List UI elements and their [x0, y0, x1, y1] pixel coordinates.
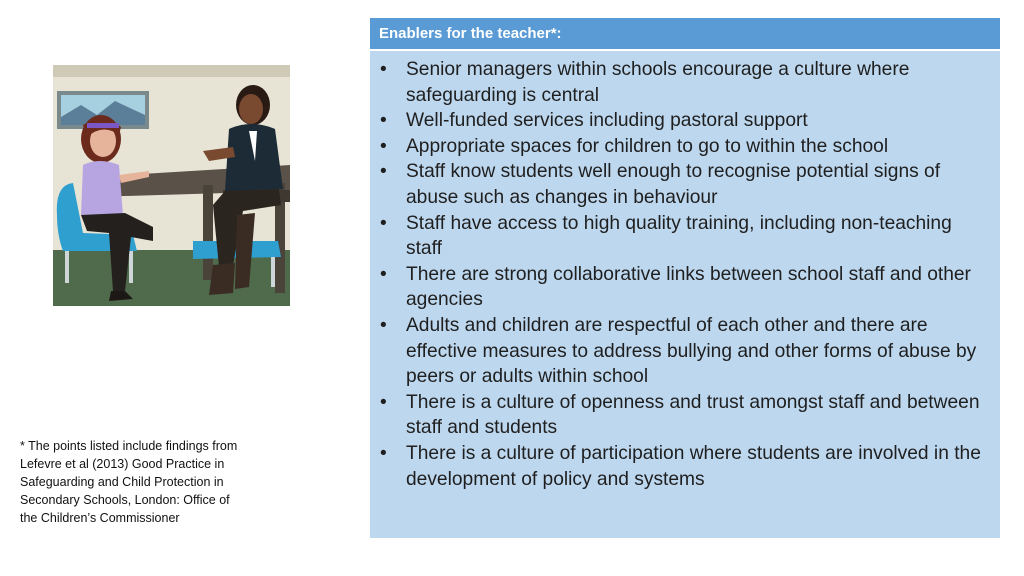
enablers-panel	[370, 18, 1000, 538]
list-item	[380, 313, 986, 390]
list-item-text: Senior managers within schools encourage a culture where safeguarding is central	[406, 59, 910, 106]
list-item	[380, 108, 986, 134]
bullet-icon: •	[380, 314, 387, 336]
list-item	[380, 134, 986, 160]
bullet-icon: •	[380, 212, 387, 234]
teacher-meeting-illustration	[53, 65, 290, 306]
list-item-text: Appropriate spaces for children to go to within the school	[406, 135, 889, 157]
list-item	[380, 390, 986, 441]
list-item-text: There is a culture of participation where students are involved in the development of policy and systems	[406, 442, 981, 490]
list-item-text: There is a culture of openness and trust amongst staff and between staff and students	[406, 391, 980, 439]
list-item	[380, 159, 986, 210]
bullet-icon: •	[380, 442, 387, 464]
list-item-text: Staff have access to high quality training, including non-teaching staff	[406, 212, 952, 260]
list-item-text: Staff know students well enough to recognise potential signs of abuse such as changes in behaviour	[406, 161, 941, 208]
bullet-icon: •	[380, 391, 387, 413]
panel-header: Enablers for the teacher*:	[370, 18, 1000, 49]
list-item-text: There are strong collaborative links between school staff and other agencies	[406, 263, 971, 311]
list-item-text: Adults and children are respectful of each other and there are effective measures to address bullying and other forms of abuse by peers or adults within school	[406, 314, 977, 388]
bullet-icon: •	[380, 161, 387, 183]
footnote: * The points listed include findings from Lefevre et al (2013) Good Practice in Safeguarding and Child Protection in Secondary Schools, London: Office of the Children’s Commissioner	[20, 439, 238, 525]
bullet-icon: •	[380, 110, 387, 132]
bullet-icon: •	[380, 263, 387, 285]
list-item	[380, 211, 986, 262]
list-item	[380, 262, 986, 313]
panel-body	[370, 51, 1000, 538]
bullet-icon: •	[380, 59, 387, 80]
enablers-list	[380, 57, 986, 492]
list-item	[380, 441, 986, 492]
list-item	[380, 57, 986, 108]
bullet-icon: •	[380, 135, 387, 157]
list-item-text: Well-funded services including pastoral support	[406, 110, 808, 132]
